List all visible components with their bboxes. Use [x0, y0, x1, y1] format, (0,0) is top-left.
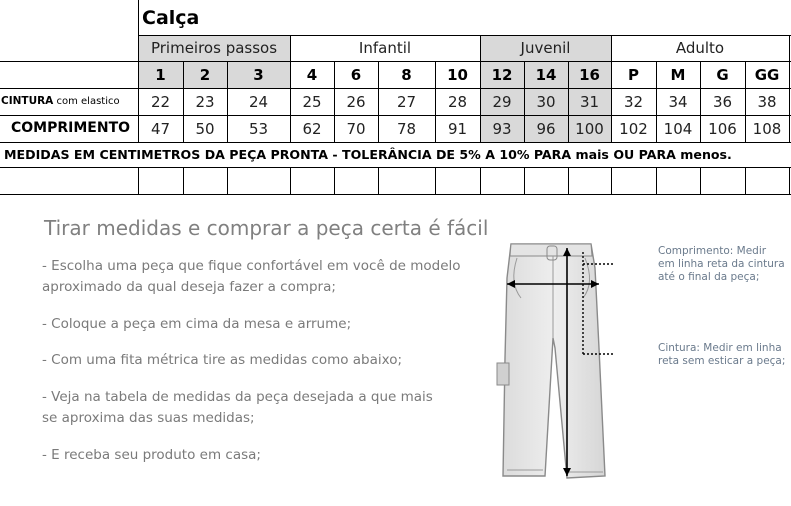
- table-cell: 70: [346, 119, 366, 138]
- group-label: Primeiros passos: [150, 39, 278, 57]
- table-cell: 96: [536, 119, 556, 138]
- table-cell: 102: [619, 119, 648, 138]
- size-header: 3: [253, 65, 264, 84]
- table-cell: 28: [447, 92, 468, 111]
- group-label: Infantil: [358, 39, 412, 57]
- size-header: 10: [447, 65, 468, 84]
- table-cell: 93: [492, 119, 512, 138]
- size-header: 16: [579, 65, 600, 84]
- group-label: Juvenil: [520, 39, 571, 57]
- table-cell: 32: [623, 92, 644, 111]
- table-cell: 22: [150, 92, 171, 111]
- guide-heading: Tirar medidas e comprar a peça certa é fácil: [44, 216, 489, 240]
- size-header: 1: [155, 65, 166, 84]
- row-label-comprimento: COMPRIMENTO: [11, 120, 131, 136]
- guide-step: - Veja na tabela de medidas da peça desejada a que mais se aproxima das suas medidas;: [42, 389, 433, 426]
- table-cell: 29: [492, 92, 512, 111]
- size-header: 2: [199, 65, 211, 84]
- table-cell: 30: [536, 92, 556, 111]
- size-header: 14: [535, 65, 557, 84]
- size-header: 4: [306, 65, 318, 84]
- row-label-cintura: CINTURA com elastico: [1, 95, 120, 107]
- table-cell: 108: [752, 119, 782, 138]
- table-cell: 24: [248, 92, 269, 111]
- table-cell: 26: [346, 92, 366, 111]
- table-cell: 23: [195, 92, 215, 111]
- table-cell: 31: [579, 92, 600, 111]
- size-header: 8: [401, 65, 412, 84]
- table-cell: 34: [668, 92, 688, 111]
- size-header: 12: [491, 65, 513, 84]
- table-cell: 36: [712, 92, 733, 111]
- table-title: Calça: [142, 7, 200, 29]
- guide-step: - Escolha uma peça que fique confortável em você de modelo aproximado da qual deseja fazer a compra;: [42, 258, 461, 295]
- table-cell: 53: [248, 119, 269, 138]
- table-cell: 62: [302, 119, 322, 138]
- table-cell: 106: [708, 119, 737, 138]
- size-header: M: [670, 65, 686, 84]
- table-cell: 78: [396, 119, 417, 138]
- table-cell: 50: [195, 119, 215, 138]
- pants-icon: [495, 238, 615, 483]
- table-cell: 100: [575, 119, 604, 138]
- guide-step: - Com uma fita métrica tire as medidas como abaixo;: [42, 352, 403, 368]
- guide-step: - Coloque a peça em cima da mesa e arrume;: [42, 316, 352, 332]
- table-cell: 47: [150, 119, 171, 138]
- size-header: G: [716, 65, 729, 84]
- group-label: Adulto: [675, 39, 725, 57]
- table-cell: 38: [757, 92, 777, 111]
- guide-step: - E receba seu produto em casa;: [42, 447, 261, 463]
- size-header: 6: [350, 65, 362, 84]
- measurement-note: MEDIDAS EM CENTIMETROS DA PEÇA PRONTA - TOLERÂNCIA DE 5% A 10% PARA mais OU PARA menos.: [4, 147, 732, 162]
- table-cell: 104: [663, 119, 693, 138]
- length-annotation: Comprimento: Medir em linha reta da cintura até o final da peça;: [658, 245, 785, 283]
- table-cell: 25: [302, 92, 322, 111]
- table-cell: 27: [396, 92, 417, 111]
- size-header: GG: [754, 65, 780, 84]
- table-cell: 91: [447, 119, 468, 138]
- waist-annotation: Cintura: Medir em linha reta sem esticar a peça;: [658, 342, 786, 367]
- size-header: P: [628, 65, 639, 84]
